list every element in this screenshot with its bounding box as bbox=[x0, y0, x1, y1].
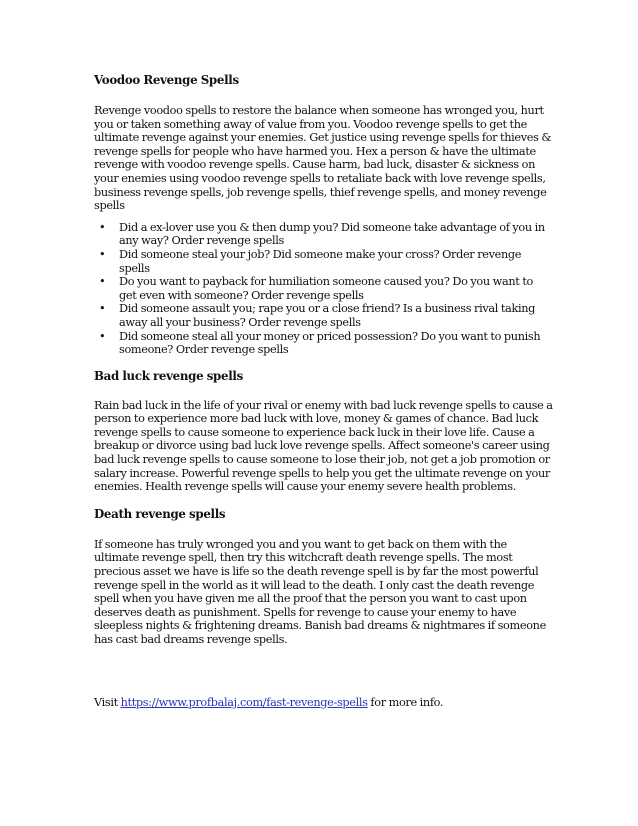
bullet-icon: • bbox=[99, 329, 106, 343]
question-list bbox=[94, 221, 554, 357]
page-title: Voodoo Revenge Spells bbox=[94, 73, 239, 87]
bad-luck-heading: Bad luck revenge spells bbox=[94, 368, 243, 383]
list-item-text: Did someone steal your job? Did someone make your cross? Order revenge spells bbox=[119, 247, 522, 275]
footer-suffix: for more info. bbox=[367, 695, 444, 709]
death-heading: Death revenge spells bbox=[94, 506, 226, 521]
list-item-text: Did someone assault you; rape you or a close friend? Is a business rival taking away all your business? Order revenge spells bbox=[119, 302, 536, 329]
list-item bbox=[99, 275, 554, 302]
list-item-text: Did a ex-lover use you & then dump you? Did someone take advantage of you in any way? Order revenge spells bbox=[119, 220, 545, 248]
document-page bbox=[94, 67, 554, 709]
bullet-icon: • bbox=[99, 247, 106, 261]
footer-prefix: Visit bbox=[94, 695, 121, 709]
list-item-text: Did someone steal all your money or priced possession? Do you want to punish someone? Order revenge spells bbox=[119, 329, 541, 357]
list-item bbox=[99, 247, 554, 275]
intro-paragraph: Revenge voodoo spells to restore the balance when someone has wronged you, hurt you or taken something away of value from you. Voodoo revenge spells to get the ultimate revenge against your enemies. Get justice using revenge spells for thieves & revenge spells for people who have harmed you. Hex a person & have the ultimate revenge with voodoo revenge spells. Cause harm, bad luck, disaster & sickness on your enemies using voodoo revenge spells to retaliate back with love revenge spells, business revenge spells, job revenge spells, thief revenge spells, and money revenge spells bbox=[94, 104, 552, 213]
bullet-icon: • bbox=[99, 220, 106, 234]
list-item bbox=[99, 329, 554, 357]
footer-line bbox=[94, 696, 554, 710]
website-link[interactable]: https://www.profbalaj.com/fast-revenge-spells bbox=[120, 695, 368, 709]
bad-luck-paragraph: Rain bad luck in the life of your rival or enemy with bad luck revenge spells to cause a person to experience more bad luck with love, money & games of chance. Bad luck revenge spells to cause someone to experience back luck in their love life. Cause a breakup or divorce using bad luck love revenge spells. Affect someone's career using bad luck revenge spells to cause someone to lose their job, not get a job promotion or salary increase. Powerful revenge spells to help you get the ultimate revenge on your enemies. Health revenge spells will cause your enemy severe health problems. bbox=[94, 398, 553, 494]
list-item-text: Do you want to payback for humiliation someone caused you? Do you want to get even with someone? Order revenge spells bbox=[119, 275, 533, 302]
death-paragraph: If someone has truly wronged you and you want to get back on them with the ultimate revenge spell, then try this witchcraft death revenge spells. The most precious asset we have is life so the death revenge spell is by far the most powerful revenge spell in the world as it will lead to the death. I only cast the death revenge spell when you have given me all the proof that the person you want to cast upon deserves death as punishment. Spells for revenge to cause your enemy to have sleepless nights & frightening dreams. Banish bad dreams & nightmares if someone has cast bad dreams revenge spells. bbox=[94, 537, 546, 646]
bullet-icon: • bbox=[99, 302, 106, 316]
list-item bbox=[99, 220, 554, 248]
list-item bbox=[99, 302, 554, 329]
bullet-icon: • bbox=[99, 275, 106, 289]
